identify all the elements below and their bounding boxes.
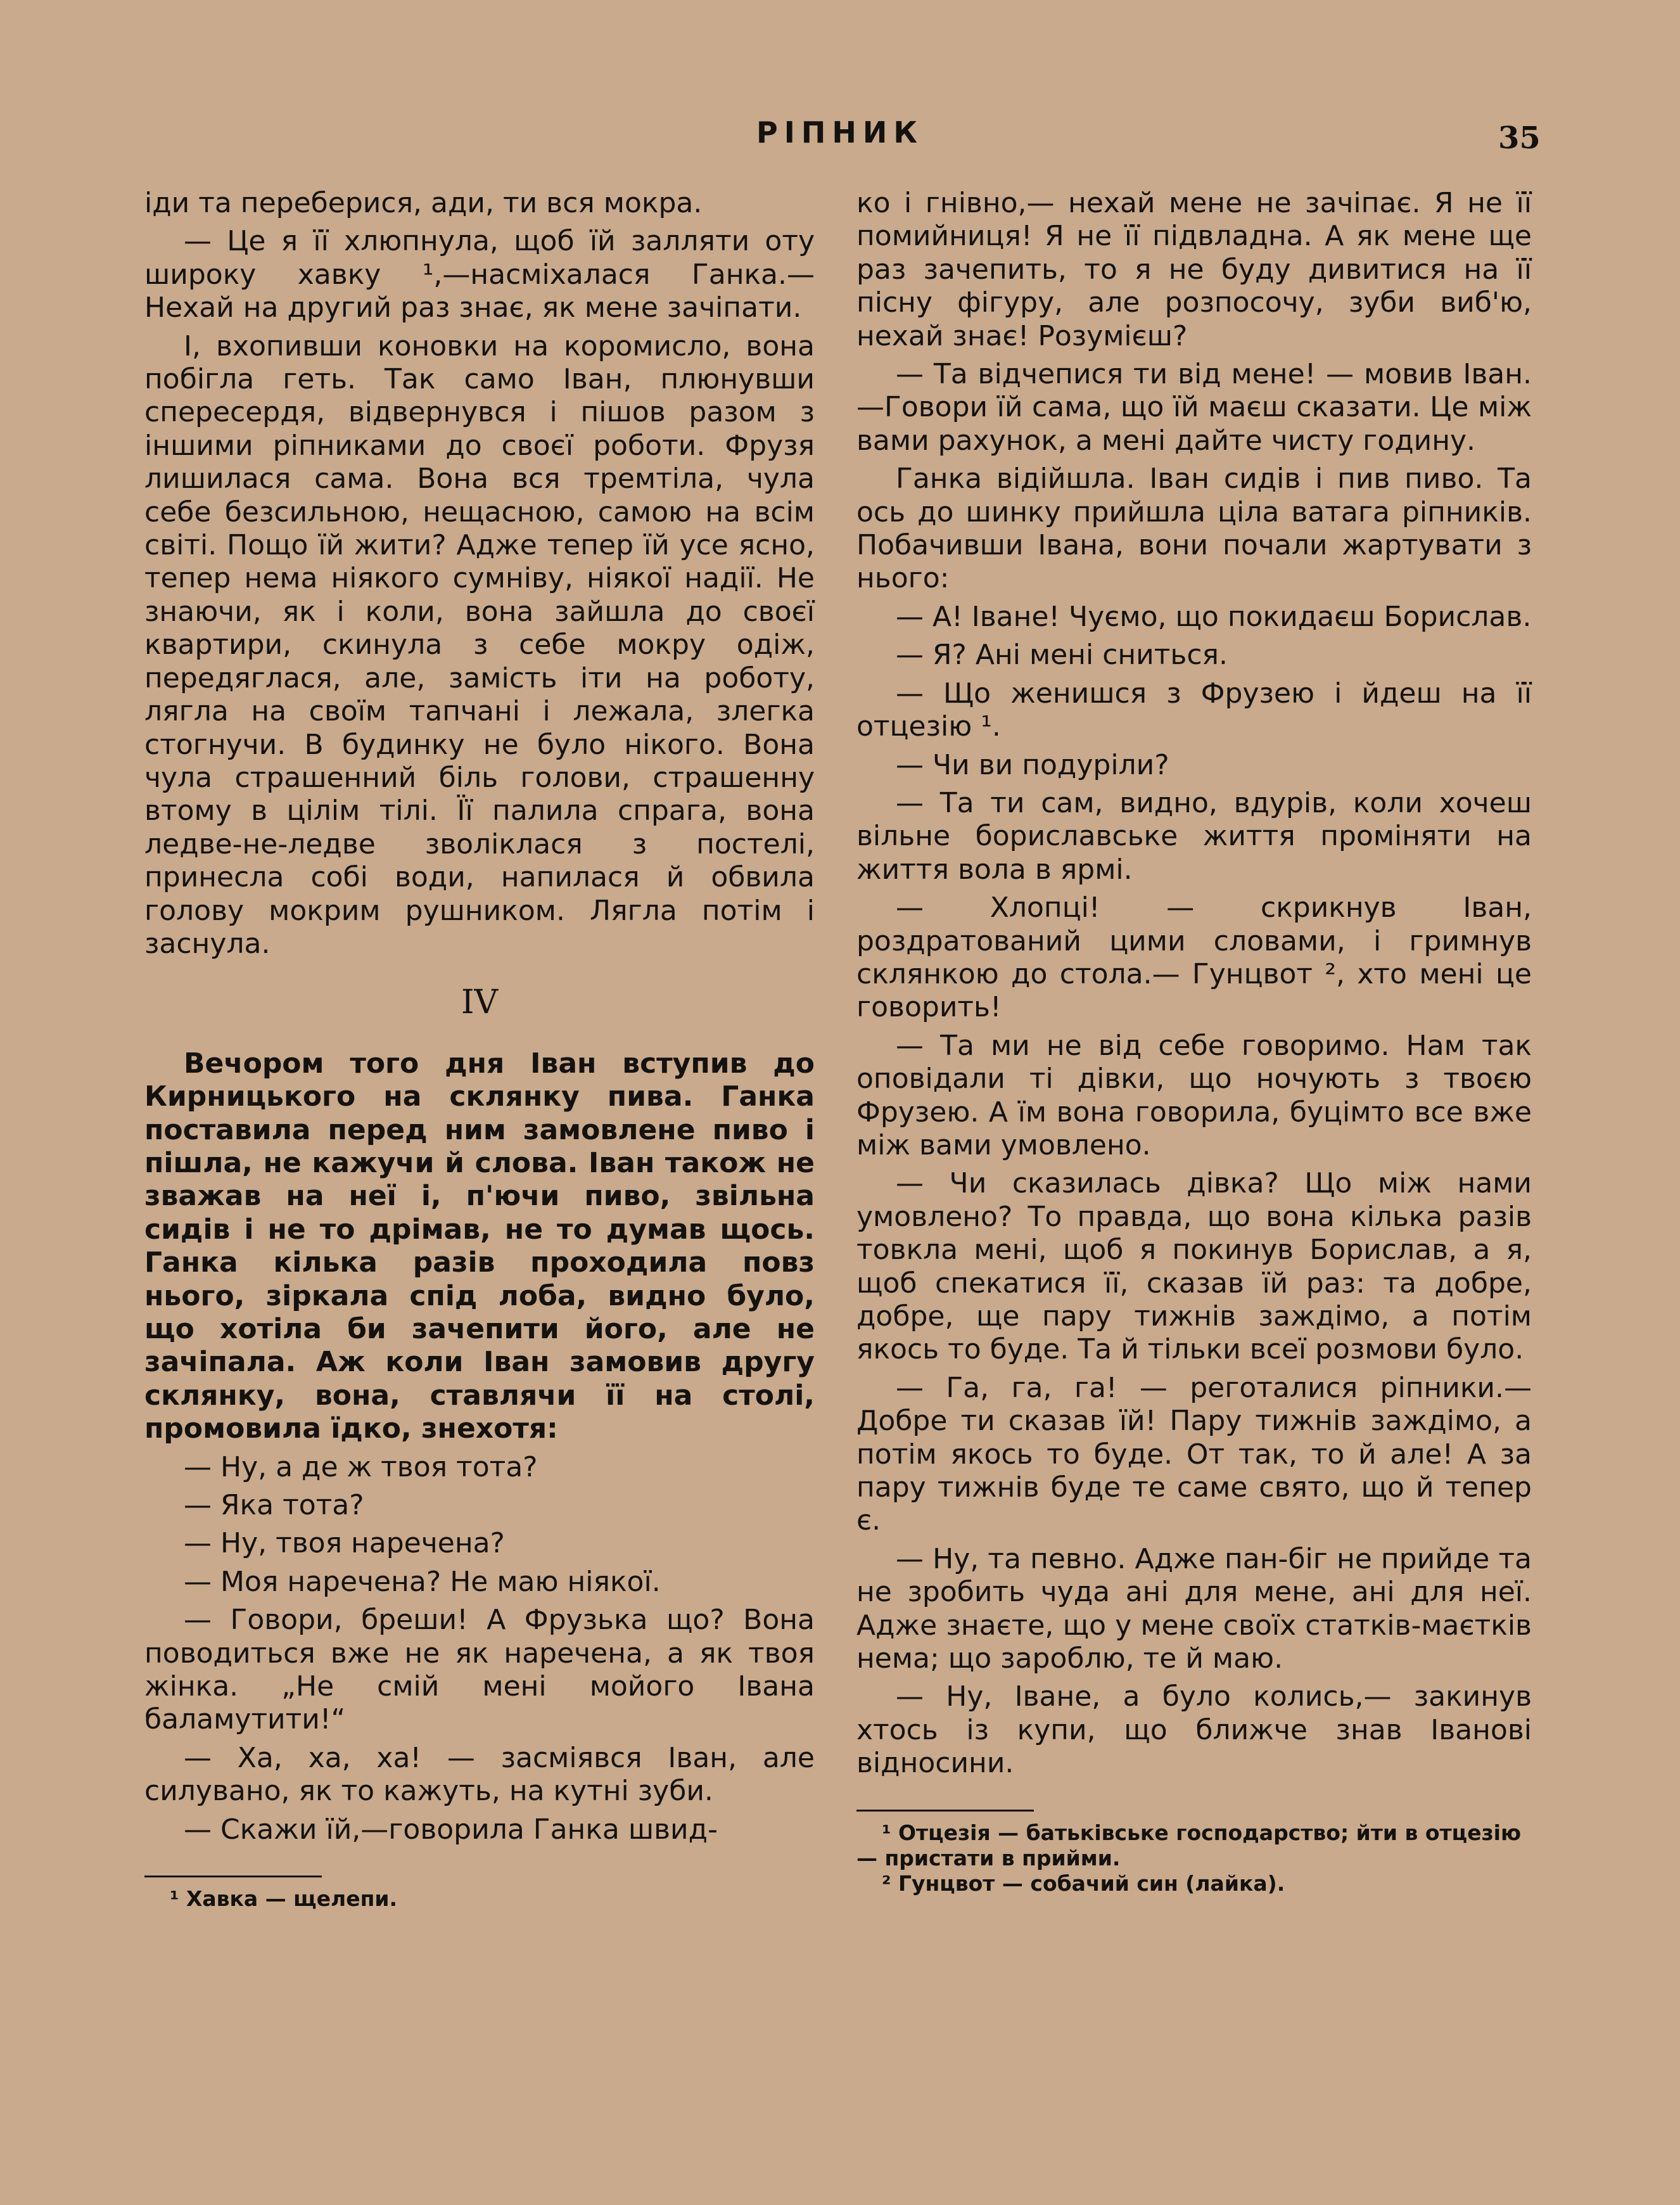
footnote-rule (144, 1876, 322, 1877)
dialogue-line: — Моя наречена? Не маю ніякої. (184, 1565, 661, 1598)
dialogue-line: — Га, га, га! — реготалися ріпники.— Добре ти сказав їй! Пару тижнів заждімо, а потім якось то буде. От так, то й але! А за пару тижнів буде те саме свято, що й тепер є. (856, 1371, 1532, 1537)
dialogue-line: — Ну, а де ж твоя тота? (184, 1450, 538, 1483)
paragraph: І, вхопивши коновки на коромисло, вона побігла геть. Так само Іван, плюнувши спересердя, відвернувся і пішов разом з іншими ріпниками до своєї роботи. Фрузя лишилася сама. Вона вся тремтіла, чула себе безсильною, нещасною, самою на всім світі. Пощо їй жити? Адже тепер їй усе ясно, тепер нема ніякого сумніву, ніякої надії. Не знаючи, як і коли, вона зайшла до своєї квартири, скинула з себе мокру одіж, передяглася, але, замість іти на роботу, лягла на своїм тапчані і лежала, злегка стогнучи. В будинку не було нікого. Вона чула страшенний біль голови, страшенну втому в цілім тілі. Її палила спрага, вона ледве-не-ледве зволіклася з постелі, принесла собі води, напилася й обвила голову мокрим рушником. Лягла потім і заснула. (144, 329, 815, 960)
dialogue-line: — Ну, твоя наречена? (184, 1527, 505, 1560)
right-column (856, 187, 1532, 1896)
left-column (144, 187, 815, 1912)
dialogue-line: — Ну, та певно. Адже пан-біг не прийде та не зробить чуда ані для мене, ані для неї. Адже знаєте, що у мене своїх статків-маєтків нема; що зароблю, те й маю. (856, 1542, 1532, 1675)
paragraph: Ганка відійшла. Іван сидів і пив пиво. Та ось до шинку прийшла ціла ватага ріпників. Побачивши Івана, вони почали жартувати з нього: (856, 463, 1532, 595)
footnote: ¹ Хавка — щелепи. (170, 1886, 398, 1912)
dialogue-line: — Та ти сам, видно, вдурів, коли хочеш вільне бориславське життя проміняти на життя вола в ярмі. (856, 786, 1532, 886)
dialogue-line: — Говори, бреши! А Фрузька що? Вона поводиться вже не як наречена, а як твоя жінка. „Не смій мені мойого Івана баламутити!“ (144, 1604, 815, 1736)
dialogue-line: — Я? Ані мені сниться. (896, 639, 1228, 672)
dialogue-line: — Яка тота? (184, 1489, 364, 1522)
paragraph: ко і гнівно,— нехай мене не зачіпає. Я не її помийниця! Я не її підвладна. А як мене ще раз зачепить, то я не буду дивитися на її пісну фігуру, але розпосочу, зуби виб'ю, нехай знає! Розумієш? (856, 187, 1532, 352)
page-header-title: РІПНИК (756, 115, 924, 150)
dialogue-line: — Хлопці! — скрикнув Іван, роздратований цими словами, і гримнув склянкою до стола.— Гунцвот ², хто мені це говорить! (856, 892, 1532, 1024)
dialogue-line: — Чи сказилась дівка? Що між нами умовлено? То правда, що вона кілька разів товкла мені, щоб я покинув Борислав, а я, щоб спекатися її, сказав їй раз: та добре, добре, ще пару тижнів заждімо, а потім якось то буде. Та й тільки всеї розмови було. (856, 1167, 1532, 1366)
dialogue-line: — Та ми не від себе говоримо. Нам так оповідали ті дівки, що ночують з твоєю Фрузею. А їм вона говорила, буцімто все вже між вами умовлено. (856, 1029, 1532, 1161)
dialogue-line: — А! Іване! Чуємо, що покидаєш Борислав. (896, 600, 1532, 633)
section-heading: IV (461, 983, 499, 1022)
dialogue-line: — Ха, ха, ха! — засміявся Іван, але силувано, як то кажуть, на кутні зуби. (144, 1741, 815, 1808)
dialogue-line: — Та відчепися ти від мене! — мовив Іван.—Говори їй сама, що їй маєш сказати. Це між вами рахунок, а мені дайте чисту годину. (856, 358, 1532, 457)
footnote: ² Гунцвот — собачий син (лайка). (882, 1870, 1285, 1896)
paragraph: — Це я її хлюпнула, щоб їй залляти оту широку хавку ¹,—насміхалася Ганка.— Нехай на другий раз знає, як мене зачіпати. (144, 225, 815, 324)
footnote-rule (856, 1810, 1034, 1812)
paragraph: Вечором того дня Іван вступив до Кирницького на склянку пива. Ганка поставила перед ним замовлене пиво і пішла, не кажучи й слова. Іван також не зважав на неї і, п'ючи пиво, звільна сидів і не то дрімав, не то думав щось. Ганка кілька разів проходила повз нього, зіркала спід лоба, видно було, що хотіла би зачепити його, але не зачіпала. Аж коли Іван замовив другу склянку, вона, ставлячи її на столі, промовила їдко, знехотя: (144, 1047, 815, 1445)
page-number: 35 (1498, 120, 1541, 156)
dialogue-line: — Чи ви подуріли? (896, 748, 1169, 781)
dialogue-line: — Скажи їй,—говорила Ганка швид- (184, 1813, 718, 1846)
dialogue-line: — Що женишся з Фрузею і йдеш на її отцезію ¹. (856, 677, 1532, 743)
footnote: ¹ Отцезія — батьківське господарство; йти в отцезію — пристати в прийми. (856, 1820, 1522, 1870)
dialogue-line: — Ну, Іване, а було колись,— закинув хтось із купи, що ближче знав Іванові відносини. (856, 1680, 1532, 1780)
paragraph: іди та переберися, ади, ти вся мокра. (144, 187, 703, 219)
